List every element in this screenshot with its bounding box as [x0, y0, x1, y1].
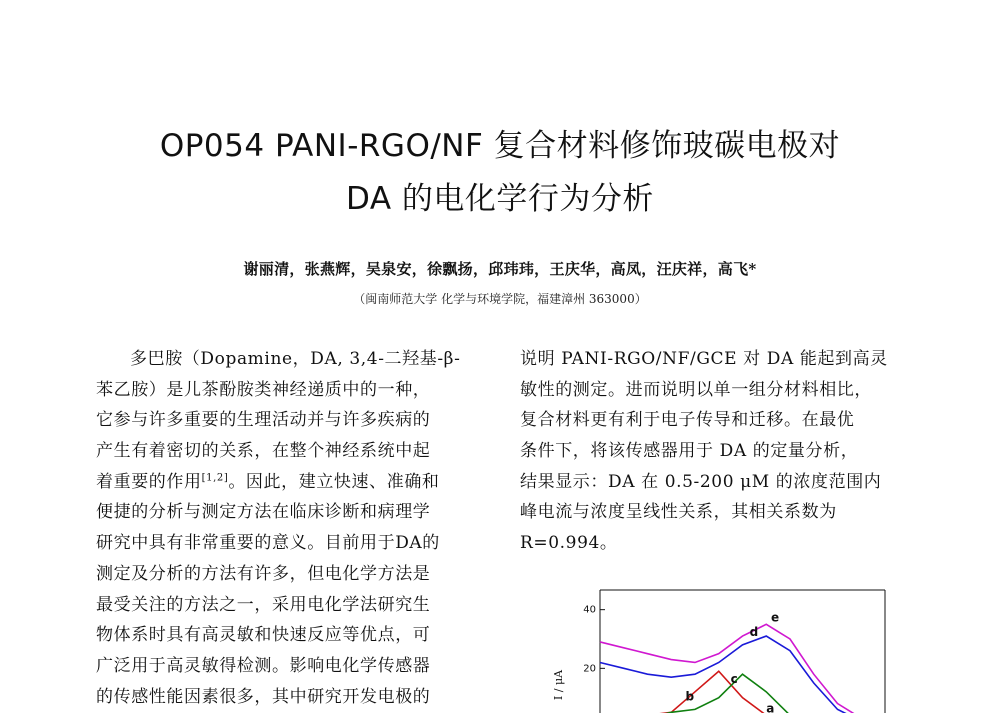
series-a-label: a: [766, 701, 775, 713]
body-line: 产生有着密切的关系，在整个神经系统中起: [96, 441, 431, 462]
body-line: 峰电流与浓度呈线性关系，其相关系数为: [520, 502, 837, 523]
body-line: 条件下，将该传感器用于 DA 的定量分析，: [520, 441, 859, 462]
series-c-label: c: [730, 672, 738, 686]
body-line: 的传感性能因素很多，其中研究开发电极的: [96, 686, 431, 707]
y-tick-label: 20: [583, 663, 596, 675]
body-line: 测定及分析的方法有许多，但电化学方法是: [96, 563, 431, 584]
body-line: 便捷的分析与测定方法在临床诊断和病理学: [96, 502, 431, 523]
body-line: 说明 PANI-RGO/NF/GCE 对 DA 能起到高灵: [520, 349, 888, 369]
cv-figure: [540, 585, 900, 713]
body-text: 着重要的作用: [96, 471, 202, 492]
series-b-label: b: [685, 689, 695, 704]
affiliation: （闽南师范大学 化学与环境学院，福建漳州 363000）: [353, 292, 647, 306]
right-column: [520, 344, 920, 559]
author-list: 谢丽清，张燕辉，吴泉安，徐飘扬，邱玮玮，王庆华，高凤，汪庆祥，高飞*: [243, 260, 757, 278]
paper-title-line-1: OP054 PANI-RGO/NF 复合材料修饰玻碳电极对: [159, 128, 841, 164]
body-line: 研究中具有非常重要的意义。目前用于DA的: [96, 533, 440, 554]
series-e-line: [600, 624, 885, 713]
body-line: 复合材料更有利于电子传导和迁移。在最优: [520, 410, 855, 431]
body-line: 结果显示：DA 在 0.5-200 μM 的浓度范围内: [520, 471, 882, 492]
left-column: [96, 344, 496, 712]
body-line: 广泛用于高灵敏得检测。影响电化学传感器: [96, 655, 431, 676]
body-line: 最受关注的方法之一，采用电化学法研究生: [96, 594, 431, 615]
body-line: 敏性的测定。进而说明以单一组分材料相比，: [520, 379, 872, 400]
citation-ref[interactable]: [1,2]: [201, 472, 229, 484]
cv-chart-svg: [540, 585, 900, 713]
paper-title-line-2: DA 的电化学行为分析: [346, 181, 654, 217]
body-line: 多巴胺（Dopamine，DA, 3,4-二羟基-β-: [130, 349, 461, 369]
body-line: 物体系时具有高灵敏和快速反应等优点，可: [96, 625, 431, 646]
body-line: 苯乙胺）是儿茶酚胺类神经递质中的一种，: [96, 379, 431, 400]
series-e-label: e: [771, 610, 780, 625]
series-d-label: d: [749, 625, 759, 640]
body-line-with-citation: [96, 467, 496, 498]
body-line: 它参与许多重要的生理活动并与许多疾病的: [96, 410, 431, 431]
y-tick-label: 40: [583, 604, 596, 616]
body-text: 。因此，建立快速、准确和: [228, 471, 440, 492]
y-axis-label: I / μA: [552, 669, 565, 701]
body-line: R=0.994。: [520, 533, 618, 554]
